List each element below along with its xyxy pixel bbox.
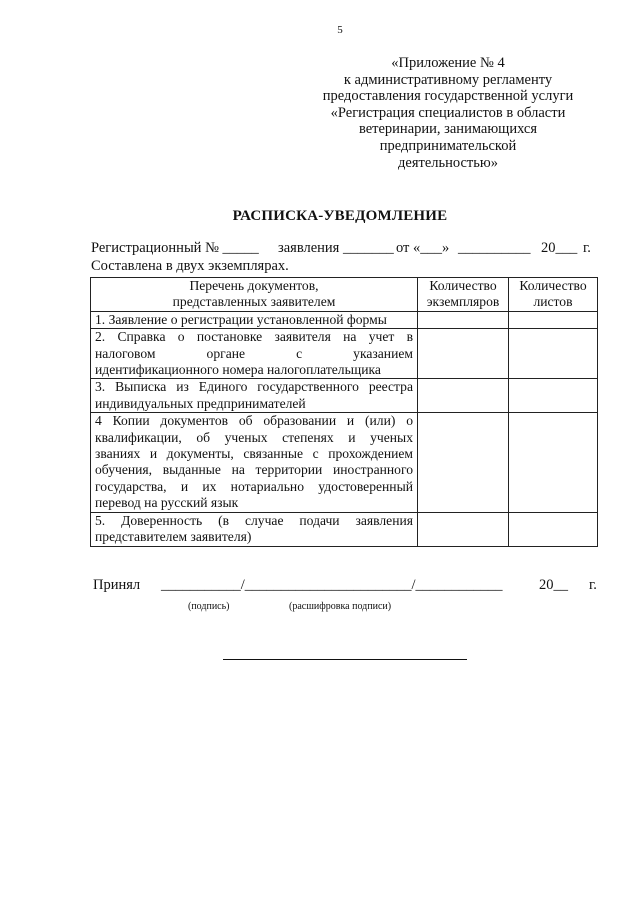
signature-year: 20__ bbox=[539, 577, 568, 593]
sheets-cell[interactable] bbox=[509, 329, 598, 379]
signature-decode-caption: (расшифровка подписи) bbox=[289, 601, 392, 612]
header-text: представленных заявителем bbox=[172, 294, 336, 310]
date-year-label: 20___ bbox=[541, 240, 578, 256]
appendix-line: предоставления государственной услуги bbox=[322, 88, 574, 105]
appendix-line: к административному регламенту bbox=[343, 71, 553, 88]
signature-blanks: ___________/_______________________/____________ bbox=[161, 577, 503, 593]
sheets-cell[interactable] bbox=[509, 512, 598, 546]
copies-cell[interactable] bbox=[418, 329, 509, 379]
copies-cell[interactable] bbox=[418, 413, 509, 512]
document-line: званиях и документы, связанные с прохождением bbox=[95, 446, 413, 462]
document-line: обучения, выданные на территории иностранного bbox=[95, 462, 413, 478]
table-row bbox=[91, 413, 598, 512]
document-line: налоговом органе с указанием bbox=[95, 345, 413, 361]
header-text: Количество bbox=[519, 278, 587, 293]
table-row bbox=[91, 311, 598, 328]
signature-year-suffix: г. bbox=[589, 577, 597, 593]
document-line: представителем заявителя) bbox=[95, 529, 252, 545]
header-copies bbox=[418, 278, 509, 312]
header-text: экземпляров bbox=[426, 294, 500, 310]
appendix-line: «Регистрация специалистов в области bbox=[330, 104, 566, 121]
appendix-line: ветеринарии, занимающихся bbox=[358, 121, 538, 138]
signature-caption: (подпись) bbox=[188, 601, 230, 612]
copies-cell[interactable] bbox=[418, 311, 509, 328]
page-number: 5 bbox=[337, 24, 343, 36]
document-line: индивидуальных предпринимателей bbox=[95, 395, 306, 411]
table-header-row bbox=[91, 278, 598, 312]
table-row bbox=[91, 512, 598, 546]
year-suffix: г. bbox=[583, 240, 591, 256]
copies-cell[interactable] bbox=[418, 512, 509, 546]
document-line: 1. Заявление о регистрации установленной формы bbox=[95, 311, 387, 327]
appendix-line: предпринимательской bbox=[379, 137, 517, 154]
sheets-cell[interactable] bbox=[509, 413, 598, 512]
document-line: 2. Справка о постановке заявителя на учет в bbox=[95, 329, 413, 345]
registration-number-label: Регистрационный № _____ bbox=[91, 240, 259, 256]
table-row bbox=[91, 379, 598, 413]
copies-cell[interactable] bbox=[418, 379, 509, 413]
bottom-rule bbox=[223, 659, 467, 660]
date-from-label: от «___» bbox=[396, 240, 450, 256]
document-line: государства, и их нотариально удостоверенный bbox=[95, 478, 413, 494]
document-cell bbox=[91, 413, 418, 512]
appendix-line: деятельностью» bbox=[398, 154, 498, 171]
document-line: 5. Доверенность (в случае подачи заявления bbox=[95, 512, 413, 528]
document-line: 3. Выписка из Единого государственного реестра bbox=[95, 379, 413, 395]
header-sheets bbox=[509, 278, 598, 312]
document-title: РАСПИСКА-УВЕДОМЛЕНИЕ bbox=[232, 208, 448, 224]
sheets-cell[interactable] bbox=[509, 311, 598, 328]
document-line: идентификационного номера налогоплательщика bbox=[95, 362, 381, 378]
document-cell bbox=[91, 329, 418, 379]
header-text: Количество bbox=[429, 278, 497, 293]
document-cell bbox=[91, 379, 418, 413]
sheets-cell[interactable] bbox=[509, 379, 598, 413]
header-documents bbox=[91, 278, 418, 312]
appendix-header bbox=[300, 55, 596, 171]
accepted-label: Принял bbox=[93, 577, 141, 593]
document-line: квалификации, об ученых степенях и ученых bbox=[95, 429, 413, 445]
header-text: Перечень документов, bbox=[189, 278, 319, 293]
table-row bbox=[91, 329, 598, 379]
date-month-blank: __________ bbox=[458, 240, 531, 256]
documents-table bbox=[90, 277, 598, 547]
appendix-line: «Приложение № 4 bbox=[391, 55, 505, 71]
document-line: перевод на русский язык bbox=[95, 495, 239, 511]
application-label: заявления _______ bbox=[278, 240, 394, 256]
document-line: 4 Копии документов об образовании и (или) о bbox=[95, 413, 413, 429]
header-text: листов bbox=[533, 294, 573, 310]
document-cell bbox=[91, 311, 418, 328]
copies-note: Составлена в двух экземплярах. bbox=[91, 258, 289, 274]
document-cell bbox=[91, 512, 418, 546]
